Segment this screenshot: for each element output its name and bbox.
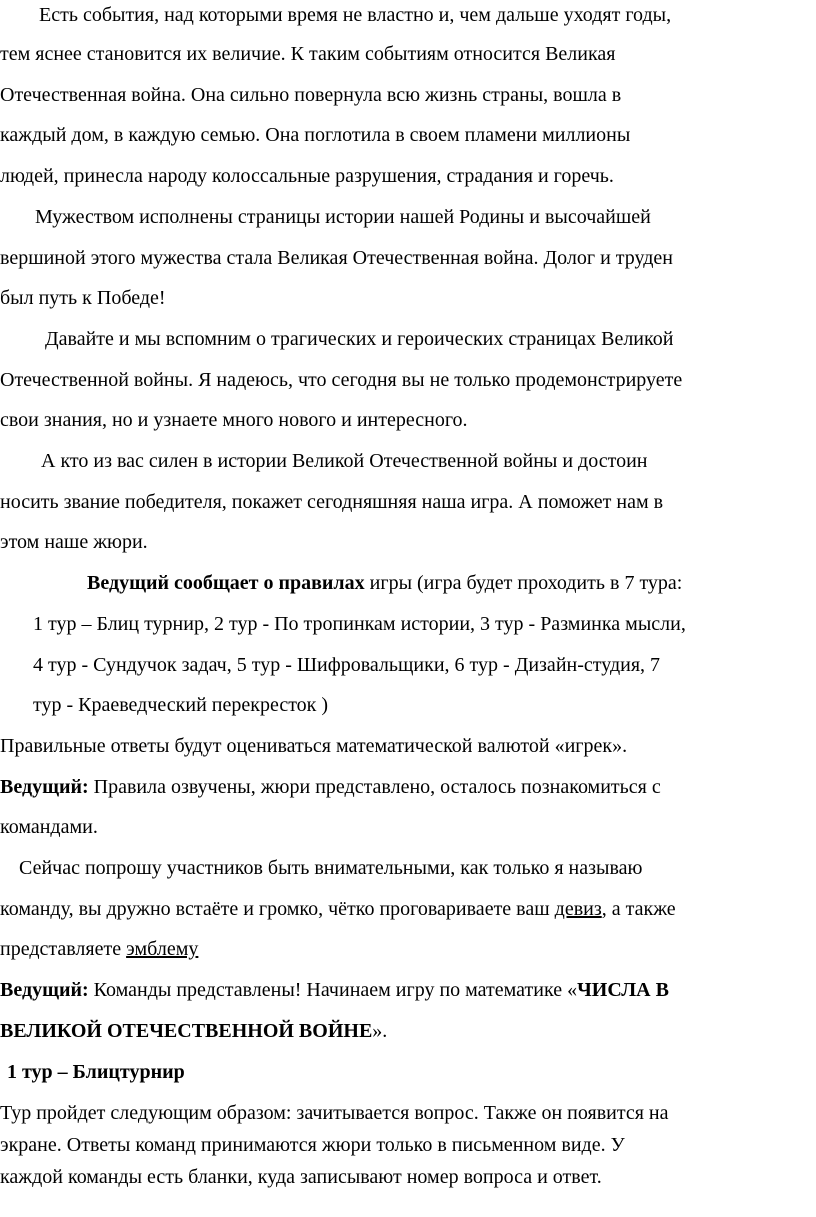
- remember-paragraph-line: Отечественной войны. Я надеюсь, что сегодня вы не только продемонстрируете: [0, 369, 683, 391]
- intro-paragraph-line: Отечественная война. Она сильно повернула всю жизнь страны, вошла в: [0, 84, 622, 106]
- remember-paragraph-line: Давайте и мы вспомним о трагических и героических страницах Великой: [45, 328, 674, 350]
- game-paragraph-line: этом наше жюри.: [0, 531, 148, 553]
- courage-paragraph-line: был путь к Победе!: [0, 287, 166, 309]
- rules-bold-label: Ведущий сообщает о правилах: [87, 572, 365, 594]
- invite-text: команду, вы дружно встаёте и громко, чётко проговариваете ваш: [0, 898, 555, 920]
- game-paragraph-line: носить звание победителя, покажет сегодняшняя наша игра. А поможет нам в: [0, 491, 664, 513]
- invite-text: , а также: [601, 898, 676, 920]
- courage-paragraph-line: Мужеством исполнены страницы истории нашей Родины и высочайшей: [35, 206, 651, 228]
- game-title-end: ».: [372, 1020, 388, 1042]
- round1-description-line: экране. Ответы команд принимаются жюри только в письменном виде. У: [0, 1134, 625, 1156]
- invite-line: [0, 898, 676, 921]
- host-remark-line: [0, 776, 661, 799]
- round1-heading-text: 1 тур – Блицтурнир: [7, 1061, 185, 1083]
- game-title-line: [0, 1020, 387, 1043]
- host-label: Ведущий:: [0, 776, 89, 798]
- host-remark-text: Команды представлены! Начинаем игру по математике «: [88, 979, 578, 1001]
- invite-line: Сейчас попрошу участников быть внимательными, как только я называю: [19, 857, 643, 879]
- game-title-part: ЧИСЛА В: [577, 979, 669, 1001]
- round1-description-line: каждой команды есть бланки, куда записывают номер вопроса и ответ.: [0, 1166, 602, 1188]
- motto-link[interactable]: девиз: [554, 898, 602, 920]
- round1-heading: [7, 1061, 185, 1084]
- intro-paragraph-line: людей, принесла народу колоссальные разрушения, страдания и горечь.: [0, 165, 614, 187]
- rules-list-line: 4 тур - Сундучок задач, 5 тур - Шифровальщики, 6 тур - Дизайн-студия, 7: [33, 654, 661, 676]
- game-title-part: ВЕЛИКОЙ ОТЕЧЕСТВЕННОЙ ВОЙНЕ: [0, 1020, 373, 1042]
- invite-line: [0, 938, 198, 961]
- intro-paragraph-line: тем яснее становится их величие. К таким событиям относится Великая: [0, 43, 616, 65]
- rules-list-line: тур - Краеведческий перекресток ): [33, 694, 329, 716]
- rules-text: игры (игра будет проходить в 7 тура:: [364, 572, 683, 594]
- intro-paragraph-line: каждый дом, в каждую семью. Она поглотила в своем пламени миллионы: [0, 124, 631, 146]
- remember-paragraph-line: свои знания, но и узнаете много нового и интересного.: [0, 409, 468, 431]
- intro-paragraph-line: Есть события, над которыми время не властно и, чем дальше уходят годы,: [39, 4, 672, 26]
- emblem-link[interactable]: эмблему: [126, 938, 199, 960]
- round1-description-line: Тур пройдет следующим образом: зачитывается вопрос. Также он появится на: [0, 1102, 669, 1124]
- invite-text: представляете: [0, 938, 127, 960]
- host-remark-continuation: командами.: [0, 816, 98, 838]
- courage-paragraph-line: вершиной этого мужества стала Великая Отечественная война. Долог и труден: [0, 247, 674, 269]
- host-label: Ведущий:: [0, 979, 89, 1001]
- scoring-line: Правильные ответы будут оцениваться математической валютой «игрек».: [0, 735, 628, 757]
- host-remark-line: [0, 979, 669, 1002]
- rules-intro-line: [87, 572, 682, 595]
- host-remark-text: Правила озвучены, жюри представлено, осталось познакомиться с: [88, 776, 661, 798]
- game-paragraph-line: А кто из вас силен в истории Великой Отечественной войны и достоин: [41, 450, 648, 472]
- rules-list-line: 1 тур – Блиц турнир, 2 тур - По тропинкам истории, 3 тур - Разминка мысли,: [33, 613, 686, 635]
